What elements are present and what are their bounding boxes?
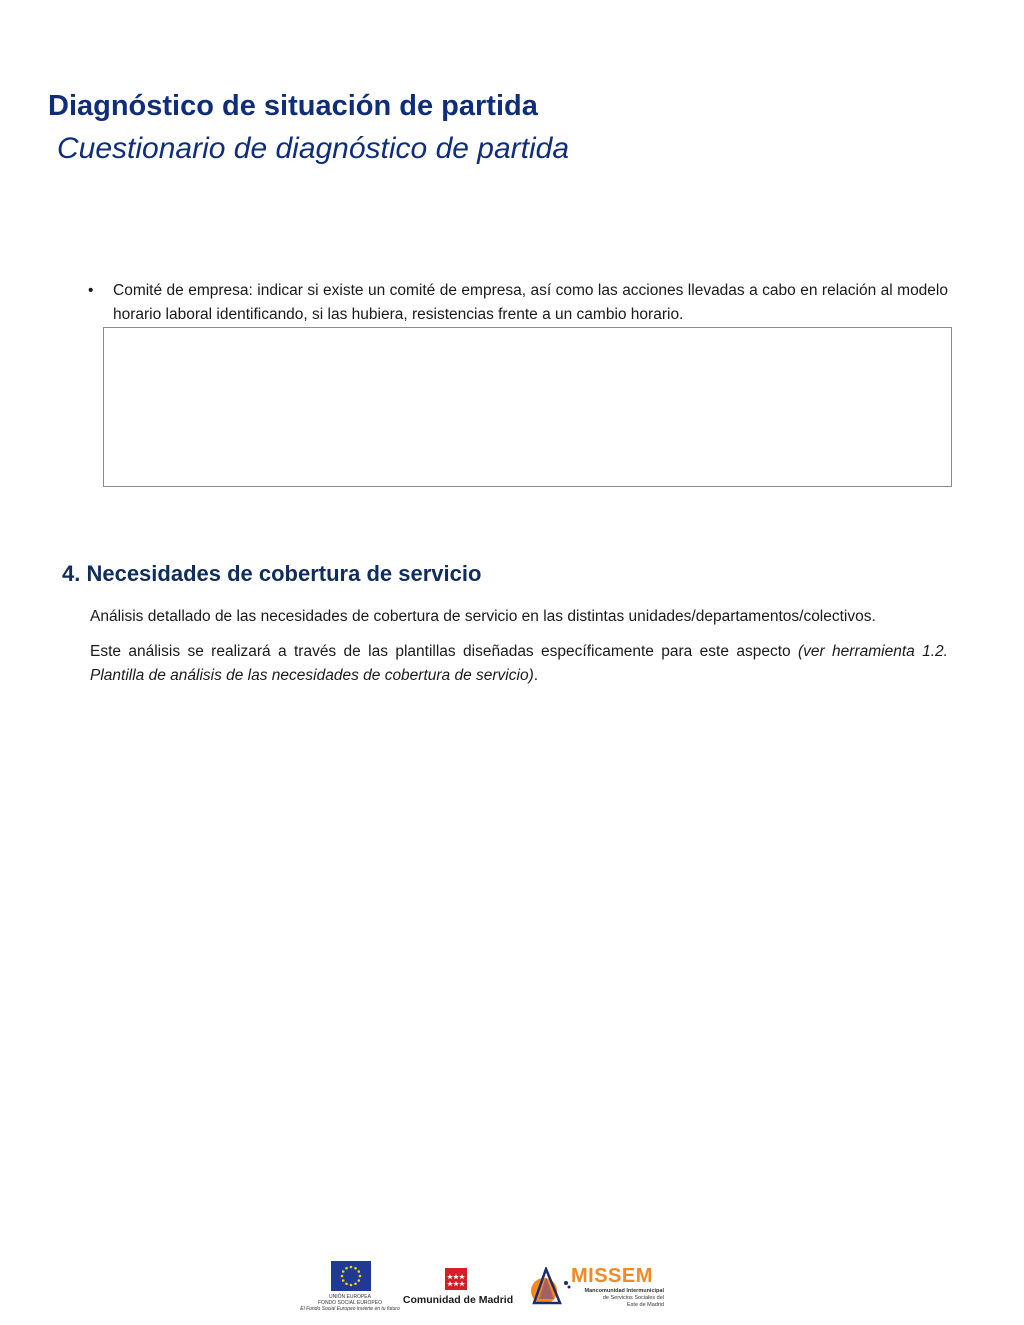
tool-reference: (ver herramienta 1.2. Plantilla de análisis de las necesidades de cobertura de servicio) — [90, 643, 948, 684]
missem-line-3: Este de Madrid — [627, 1302, 664, 1308]
bullet-text: Comité de empresa: indicar si existe un comité de empresa, así como las acciones llevadas a cabo en relación al modelo horario laboral identificando, si las hubiera, resistencias frente a un cambio horario. — [113, 282, 948, 323]
missem-logo — [528, 1263, 678, 1317]
eu-line-3: El Fondo Social Europeo invierte en tu futuro — [300, 1306, 400, 1312]
missem-line-1: Mancomunidad Intermunicipal — [584, 1288, 664, 1294]
section-paragraph-2 — [90, 640, 948, 688]
footer-logos — [300, 1258, 680, 1318]
madrid-stars-icon — [445, 1268, 467, 1290]
answer-text-box[interactable] — [103, 327, 952, 487]
eu-flag-icon — [331, 1261, 371, 1291]
missem-line-2: de Servicios Sociales del — [602, 1295, 664, 1301]
missem-name: MISSEM — [571, 1265, 653, 1287]
page-title: Diagnóstico de situación de partida — [48, 90, 538, 122]
bullet-marker: • — [88, 282, 94, 299]
eu-line-1: UNIÓN EUROPEA — [329, 1294, 371, 1300]
comunidad-madrid-logo — [396, 1264, 520, 1314]
paragraph-2-text: Este análisis se realizará a través de las plantillas diseñadas específicamente para este aspecto — [90, 643, 798, 660]
missem-caption — [572, 1288, 664, 1309]
page-subtitle: Cuestionario de diagnóstico de partida — [57, 132, 570, 165]
bullet-item — [88, 279, 948, 327]
section-paragraph-1: Análisis detallado de las necesidades de cobertura de servicio en las distintas unidades/departamentos/colectivos. — [90, 608, 876, 625]
madrid-label: Comunidad de Madrid — [402, 1294, 514, 1306]
section-heading: 4. Necesidades de cobertura de servicio — [62, 561, 482, 586]
eu-caption — [300, 1294, 400, 1312]
missem-mark-icon — [530, 1267, 572, 1307]
paragraph-2-end: . — [533, 667, 539, 684]
eu-line-2: FONDO SOCIAL EUROPEO — [318, 1300, 382, 1306]
eu-logo — [300, 1258, 400, 1316]
